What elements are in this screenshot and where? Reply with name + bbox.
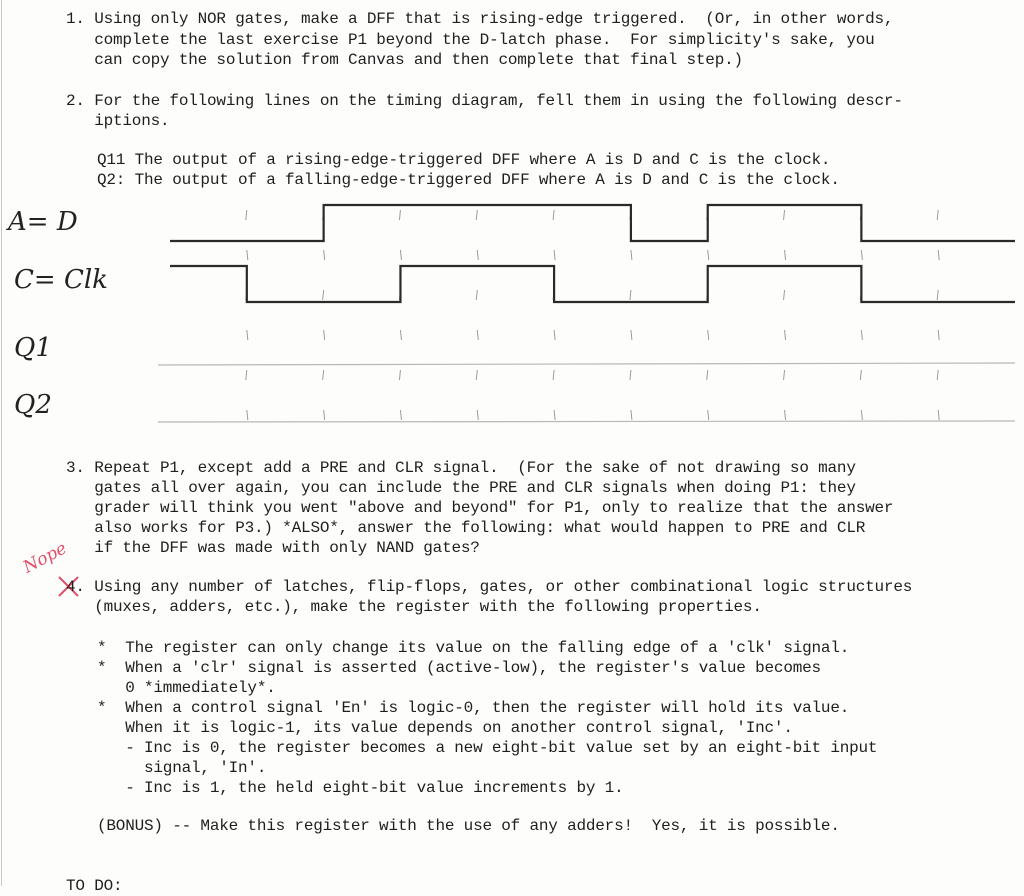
p4-bullet-2: * When a 'clr' signal is asserted (active-low), the register's value becomes <box>97 659 821 677</box>
guide-tick <box>554 250 555 260</box>
guide-tick <box>784 210 785 220</box>
p3-line-2: gates all over again, you can include the PRE and CLR signals when doing P1: they <box>66 479 856 497</box>
guide-tick <box>323 370 324 380</box>
guide-tick <box>400 250 401 260</box>
guide-tick <box>785 250 786 260</box>
guide-tick <box>938 410 939 420</box>
guide-tick <box>861 410 862 420</box>
guide-tick <box>785 410 786 420</box>
page-edge <box>1 0 2 886</box>
q1-line <box>158 363 1015 365</box>
p4-bonus: (BONUS) -- Make this register with the use of any adders! Yes, it is possible. <box>97 817 840 835</box>
p4-bullet-1: * The register can only change its value on the falling edge of a 'clk' signal. <box>97 639 850 657</box>
guide-tick <box>708 410 709 420</box>
p4-line-2: (muxes, adders, etc.), make the register with the following properties. <box>66 598 762 616</box>
label-q1: Q1 <box>14 333 52 363</box>
guide-tick <box>707 370 708 380</box>
p1-line-2: complete the last exercise P1 beyond the D-latch phase. For simplicity's sake, you <box>66 31 875 49</box>
waveform-c <box>170 266 1015 302</box>
guide-tick <box>630 290 631 300</box>
p2-line-2: iptions. <box>66 112 170 130</box>
guide-tick <box>477 330 478 340</box>
guide-tick <box>708 250 709 260</box>
guide-tick <box>476 370 477 380</box>
guide-tick <box>554 410 555 420</box>
nope-annotation: Nope <box>20 538 71 578</box>
p1-line-3: can copy the solution from Canvas and then complete that final step.) <box>66 51 743 69</box>
guide-tick <box>861 250 862 260</box>
guide-tick <box>860 370 861 380</box>
todo-footer: TO DO: <box>66 877 123 895</box>
guide-tick <box>784 290 785 300</box>
label-q2: Q2 <box>14 390 52 420</box>
guide-tick <box>937 290 938 300</box>
guide-tick <box>784 370 785 380</box>
q2-line <box>158 421 1015 422</box>
p2-def-q1: Q11 The output of a rising-edge-triggered DFF where A is D and C is the clock. <box>97 151 831 169</box>
guide-tick <box>400 410 401 420</box>
guide-tick <box>553 370 554 380</box>
guide-tick <box>477 410 478 420</box>
p4-line-1: 4. Using any number of latches, flip-flops, gates, or other combinational logic structures <box>66 578 913 596</box>
p2-line-1: 2. For the following lines on the timing diagram, fell them in using the following descr- <box>66 92 903 110</box>
guide-tick <box>399 370 400 380</box>
period-guides <box>246 210 939 420</box>
p1-line-1: 1. Using only NOR gates, make a DFF that is rising-edge triggered. (Or, in other words, <box>66 10 894 28</box>
guide-tick <box>785 330 786 340</box>
guide-tick <box>246 210 247 220</box>
guide-tick <box>630 370 631 380</box>
guide-tick <box>553 210 554 220</box>
guide-tick <box>323 290 324 300</box>
p3-line-1: 3. Repeat P1, except add a PRE and CLR signal. (For the sake of not drawing so many <box>66 459 856 477</box>
guide-tick <box>938 330 939 340</box>
guide-tick <box>861 330 862 340</box>
p4-bullet-2b: 0 *immediately*. <box>97 679 276 697</box>
guide-tick <box>324 410 325 420</box>
guide-tick <box>400 330 401 340</box>
p4-bullet-3: * When a control signal 'En' is logic-0, then the register will hold its value. <box>97 699 850 717</box>
p4-sub-1b: signal, 'In'. <box>97 759 267 777</box>
guide-tick <box>324 330 325 340</box>
guide-tick <box>631 250 632 260</box>
p3-line-4: also works for P3.) *ALSO*, answer the following: what would happen to PRE and CLR <box>66 519 866 537</box>
timing-diagram <box>0 195 1024 435</box>
guide-tick <box>477 250 478 260</box>
p2-def-q2: Q2: The output of a falling-edge-triggered DFF where A is D and C is the clock. <box>97 171 840 189</box>
guide-tick <box>938 250 939 260</box>
guide-tick <box>247 410 248 420</box>
guide-tick <box>476 290 477 300</box>
guide-tick <box>324 250 325 260</box>
p3-line-5: if the DFF was made with only NAND gates? <box>66 539 480 557</box>
label-a-d: A= D <box>8 207 78 237</box>
guide-tick <box>937 210 938 220</box>
guide-tick <box>399 210 400 220</box>
p4-bullet-3b: When it is logic-1, its value depends on another control signal, 'Inc'. <box>97 719 793 737</box>
guide-tick <box>708 330 709 340</box>
waveform-a <box>170 205 1015 241</box>
p4-sub-2: - Inc is 1, the held eight-bit value increments by 1. <box>97 779 624 797</box>
guide-tick <box>247 330 248 340</box>
guide-tick <box>554 330 555 340</box>
guide-tick <box>247 250 248 260</box>
guide-tick <box>246 370 247 380</box>
label-c-clk: C= Clk <box>14 265 108 295</box>
guide-tick <box>937 370 938 380</box>
guide-tick <box>476 210 477 220</box>
p3-line-3: grader will think you went "above and beyond" for P1, only to realize that the answer <box>66 499 894 517</box>
guide-tick <box>631 330 632 340</box>
p4-sub-1: - Inc is 0, the register becomes a new eight-bit value set by an eight-bit input <box>97 739 878 757</box>
guide-tick <box>631 410 632 420</box>
